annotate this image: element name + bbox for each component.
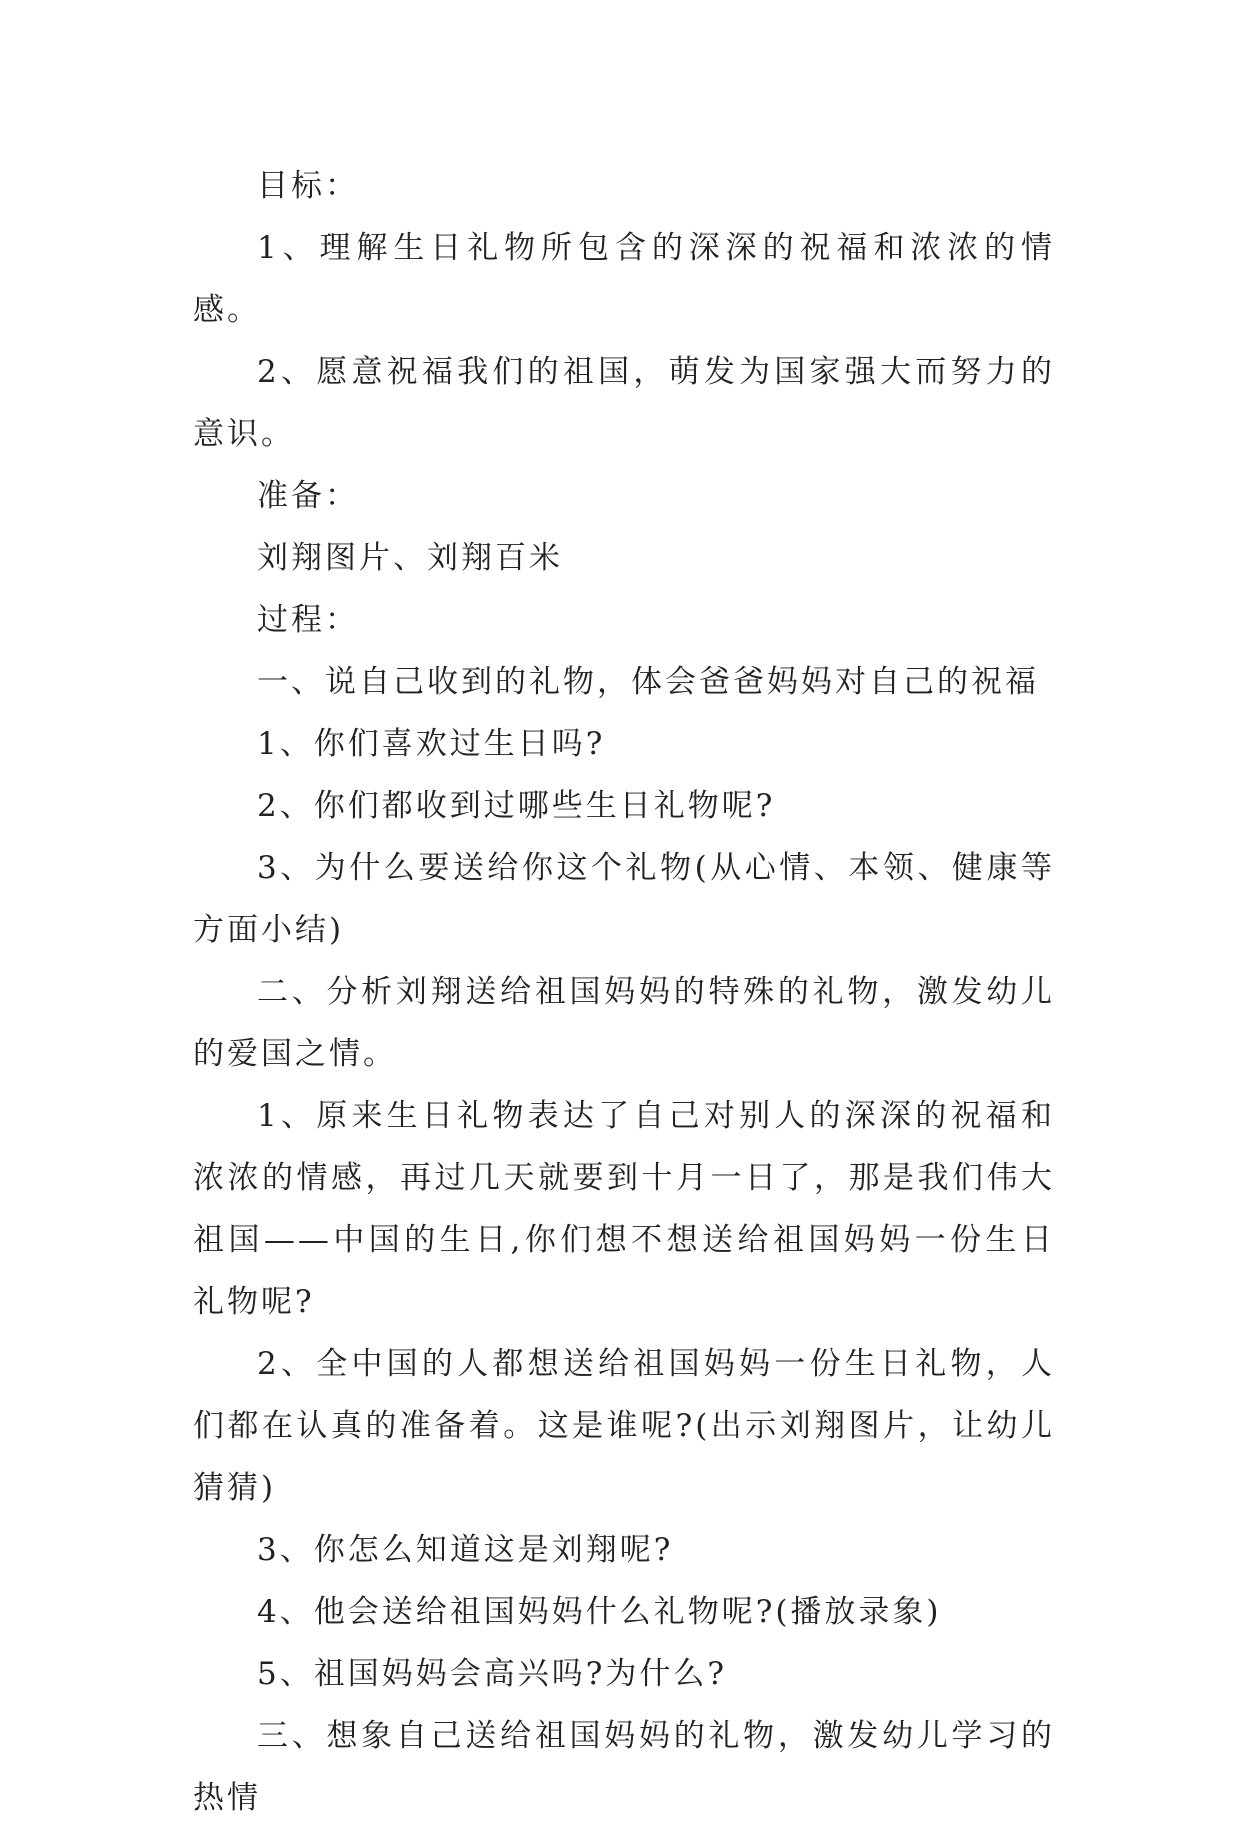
section-1-title: 一、说自己收到的礼物，体会爸爸妈妈对自己的祝福	[257, 664, 1039, 700]
preparation-text: 刘翔图片、刘翔百米	[257, 540, 563, 576]
heading-process: 过程：	[257, 602, 359, 638]
section-2-item-5: 5、祖国妈妈会高兴吗?为什么?	[257, 1656, 727, 1692]
goal-item-2: 2、愿意祝福我们的祖国，萌发为国家强大而努力的意识。	[193, 354, 1055, 452]
section-1-item-1: 1、你们喜欢过生日吗?	[257, 726, 606, 762]
heading-preparation: 准备：	[257, 478, 359, 514]
section-2-title: 二、分析刘翔送给祖国妈妈的特殊的礼物，激发幼儿的爱国之情。	[193, 974, 1055, 1072]
section-1-item-2: 2、你们都收到过哪些生日礼物呢?	[257, 788, 776, 824]
goal-item-1: 1、理解生日礼物所包含的深深的祝福和浓浓的情感。	[193, 230, 1055, 328]
heading-goals: 目标：	[257, 168, 359, 204]
section-2-item-4: 4、他会送给祖国妈妈什么礼物呢?(播放录象)	[257, 1594, 942, 1630]
section-2-item-1: 1、原来生日礼物表达了自己对别人的深深的祝福和浓浓的情感，再过几天就要到十月一日了，那是我们伟大祖国——中国的生日,你们想不想送给祖国妈妈一份生日礼物呢?	[193, 1098, 1055, 1320]
section-2-item-2: 2、全中国的人都想送给祖国妈妈一份生日礼物，人们都在认真的准备着。这是谁呢?(出示刘翔图片，让幼儿猜猜)	[193, 1346, 1055, 1506]
section-3-title: 三、想象自己送给祖国妈妈的礼物，激发幼儿学习的热情	[193, 1718, 1055, 1816]
document-body	[193, 155, 1055, 1829]
section-1-item-3: 3、为什么要送给你这个礼物(从心情、本领、健康等方面小结)	[193, 850, 1055, 948]
section-2-item-3: 3、你怎么知道这是刘翔呢?	[257, 1532, 674, 1568]
